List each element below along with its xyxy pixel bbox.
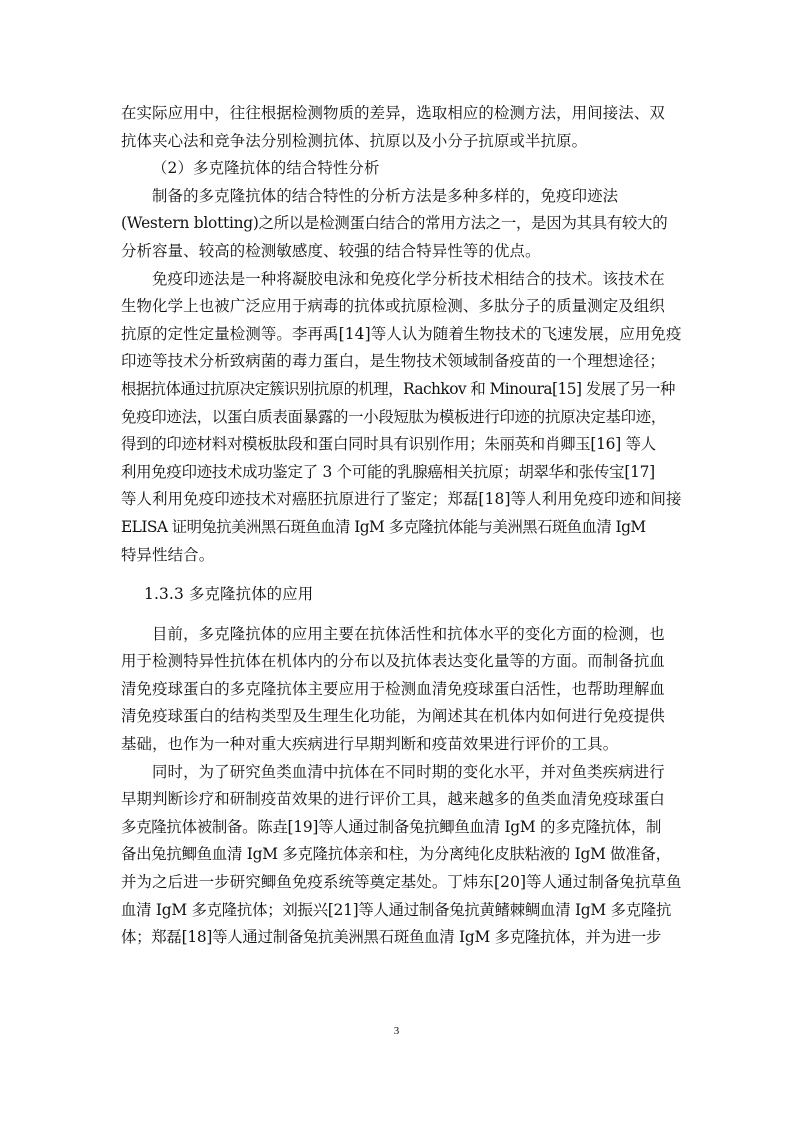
- text-line: 利用免疫印迹技术成功鉴定了 3 个可能的乳腺癌相关抗原；胡翠华和张传宝[17]: [121, 462, 655, 481]
- page-number: 3: [393, 1025, 400, 1037]
- text-line: ELISA 证明兔抗美洲黑石斑鱼血清 IgM 多克隆抗体能与美洲黑石斑鱼血清 IgM: [121, 517, 646, 536]
- text-line: 等人利用免疫印迹技术对癌胚抗原进行了鉴定；郑磊[18]等人利用免疫印迹和间接: [121, 490, 682, 509]
- section-heading: 1.3.3 多克隆抗体的应用: [144, 585, 314, 604]
- text-line: 清免疫球蛋白的多克隆抗体主要应用于检测血清免疫球蛋白活性，也帮助理解血: [121, 679, 665, 698]
- text-line: 体；郑磊[18]等人通过制备兔抗美洲黑石斑鱼血清 IgM 多克隆抗体，并为进一步: [121, 928, 662, 947]
- text-line: 制备的多克隆抗体的结合特性的分析方法是多种多样的，免疫印迹法: [152, 186, 619, 205]
- text-line: 得到的印迹材料对模板肽段和蛋白同时具有识别作用；朱丽英和肖卿玉[16] 等人: [121, 435, 656, 454]
- text-line: 抗体夹心法和竞争法分别检测抗体、抗原以及小分子抗原或半抗原。: [121, 131, 588, 150]
- text-line: 血清 IgM 多克隆抗体；刘振兴[21]等人通过制备兔抗黄鳍棘鲷血清 IgM 多克隆抗: [121, 900, 672, 919]
- text-line: 免疫印迹法，以蛋白质表面暴露的一小段短肽为模板进行印迹的抗原决定基印迹，: [121, 407, 667, 426]
- text-line: 根据抗体通过抗原决定簇识别抗原的机理，Rachkov 和 Minoura[15] 发展了另一种: [121, 379, 675, 398]
- text-line: 目前，多克隆抗体的应用主要在抗体活性和抗体水平的变化方面的检测，也: [152, 624, 665, 643]
- subsection-heading: （2）多克隆抗体的结合特性分析: [152, 159, 380, 178]
- text-line: 多克隆抗体被制备。陈垚[19]等人通过制备兔抗鲫鱼血清 IgM 的多克隆抗体，制: [121, 817, 662, 836]
- text-line: 在实际应用中，往往根据检测物质的差异，选取相应的检测方法，用间接法、双: [121, 104, 665, 122]
- text-line: 抗原的定性定量检测等。李再禹[14]等人认为随着生物技术的飞速发展，应用免疫: [121, 324, 682, 343]
- text-line: 印迹等技术分析致病菌的毒力蛋白，是生物技术领域制备疫苗的一个理想途径；: [121, 352, 665, 371]
- body-text: [121, 100, 682, 952]
- text-line: 基础，也作为一种对重大疾病进行早期判断和疫苗效果进行评价的工具。: [121, 735, 619, 754]
- text-line: 用于检测特异性抗体在机体内的分布以及抗体表达变化量等的方面。而制备抗血: [121, 652, 665, 671]
- text-line: 同时，为了研究鱼类血清中抗体在不同时期的变化水平，并对鱼类疾病进行: [152, 762, 665, 781]
- text-line: 分析容量、较高的检测敏感度、较强的结合特异性等的优点。: [121, 241, 541, 260]
- text-line: 特异性结合。: [121, 545, 215, 564]
- text-line: 清免疫球蛋白的结构类型及生理生化功能，为阐述其在机体内如何进行免疫提供: [121, 707, 665, 726]
- text-line: (Western blotting)之所以是检测蛋白结合的常用方法之一，是因为其具有较大的: [121, 214, 668, 233]
- text-line: 备出兔抗鲫鱼血清 IgM 多克隆抗体亲和柱，为分离纯化皮肤粘液的 IgM 做准备，: [121, 845, 671, 864]
- text-line: 并为之后进一步研究鲫鱼免疫系统等奠定基处。丁炜东[20]等人通过制备兔抗草鱼: [121, 873, 682, 892]
- text-line: 免疫印迹法是一种将凝胶电泳和免疫化学分析技术相结合的技术。该技术在: [152, 269, 665, 288]
- text-line: 生物化学上也被广泛应用于病毒的抗体或抗原检测、多肽分子的质量测定及组织: [121, 297, 665, 316]
- text-line: 早期判断诊疗和研制疫苗效果的进行评价工具，越来越多的鱼类血清免疫球蛋白: [121, 790, 665, 809]
